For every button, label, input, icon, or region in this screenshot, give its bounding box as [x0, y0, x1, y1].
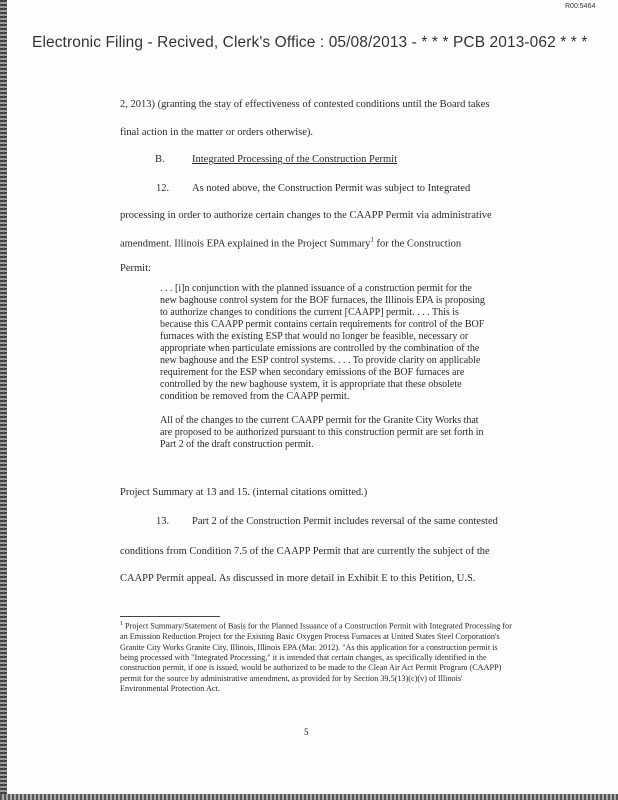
document-id: R00:5464: [565, 3, 596, 10]
paragraph-12-number: 12.: [156, 183, 170, 194]
paragraph-13-number: 13.: [156, 516, 170, 527]
block-quote: [160, 283, 490, 451]
body-line-1: 2, 2013) (granting the stay of effectiveness of contested conditions until the Board takes: [120, 99, 490, 110]
paragraph-12-line-2: processing in order to authorize certain changes to the CAAPP Permit via administrative: [120, 210, 492, 221]
footnote-text: Project Summary/Statement of Basis for the Planned Issuance of a Construction Permit with Integrated Processing for an Emission Reduction Project for the Existing Basic Oxygen Process Furnaces at United States Steel Corporation's Granite City Works Granite City, Illinois, Illinois EPA (Mar. 2012). "As this application for a construction permit is being processed with "Integrated Processing," it is intended that certain changes, as specifically identified in the construction permit, if one is issued, would be authorized to be made to the Clean Air Act Permit Program (CAAPP) permit for the source by administrative amendment, as provided for by Section 39.5(13)(c)(v) of Illinois' Environmental Protection Act.: [120, 621, 512, 694]
paragraph-12-line-1: As noted above, the Construction Permit was subject to Integrated: [192, 183, 471, 194]
page-number: 5: [304, 727, 309, 737]
paragraph-13-line-2: conditions from Condition 7.5 of the CAAPP Permit that are currently the subject of the: [120, 546, 490, 557]
quote-paragraph-2: All of the changes to the current CAAPP permit for the Granite City Works that are proposed to be authorized pursuant to this construction permit are set forth in Part 2 of the draft construction permit.: [160, 415, 484, 450]
section-letter: B.: [155, 154, 165, 165]
footnote-reference: 1: [370, 236, 374, 244]
paragraph-13-line-3: CAAPP Permit appeal. As discussed in more detail in Exhibit E to this Petition, U.S.: [120, 573, 476, 584]
scan-edge-bottom: [0, 794, 618, 800]
footnote-divider: [120, 616, 220, 617]
footnote-marker: 1: [120, 621, 123, 627]
body-line-2: final action in the matter or orders otherwise).: [120, 127, 314, 138]
electronic-filing-banner: Electronic Filing - Recived, Clerk's Office : 05/08/2013 - * * * PCB 2013-062 * * *: [32, 34, 588, 51]
quote-paragraph-1: . . . [i]n conjunction with the planned issuance of a construction permit for the new baghouse control system for the BOF furnaces, the Illinois EPA is proposing to authorize changes to conditions the current [CAAPP] permit. . . . This is because this CAAPP permit contains certain requirements for control of the BOF furnaces with the existing ESP that would no longer be feasible, necessary or appropriate when particulate emissions are controlled by the combination of the new baghouse and the ESP control systems. . . . To provide clarity on applicable requirement for the ESP when secondary emissions of the BOF furnaces are controlled by the new baghouse system, it is appropriate that these obsolete condition be removed from the CAAPP permit.: [160, 283, 485, 402]
citation: Project Summary at 13 and 15. (internal citations omitted.): [120, 487, 368, 498]
paragraph-12-line-3: amendment. Illinois EPA explained in the Project Summary$^1$ for the Construction: [120, 236, 462, 250]
paragraph-12-line-4: Permit:: [120, 263, 151, 274]
footnote: [120, 619, 512, 695]
paragraph-13-line-1: Part 2 of the Construction Permit includes reversal of the same contested: [192, 516, 498, 527]
scan-edge-left: [0, 0, 7, 800]
section-title: Integrated Processing of the Construction Permit: [192, 154, 398, 165]
